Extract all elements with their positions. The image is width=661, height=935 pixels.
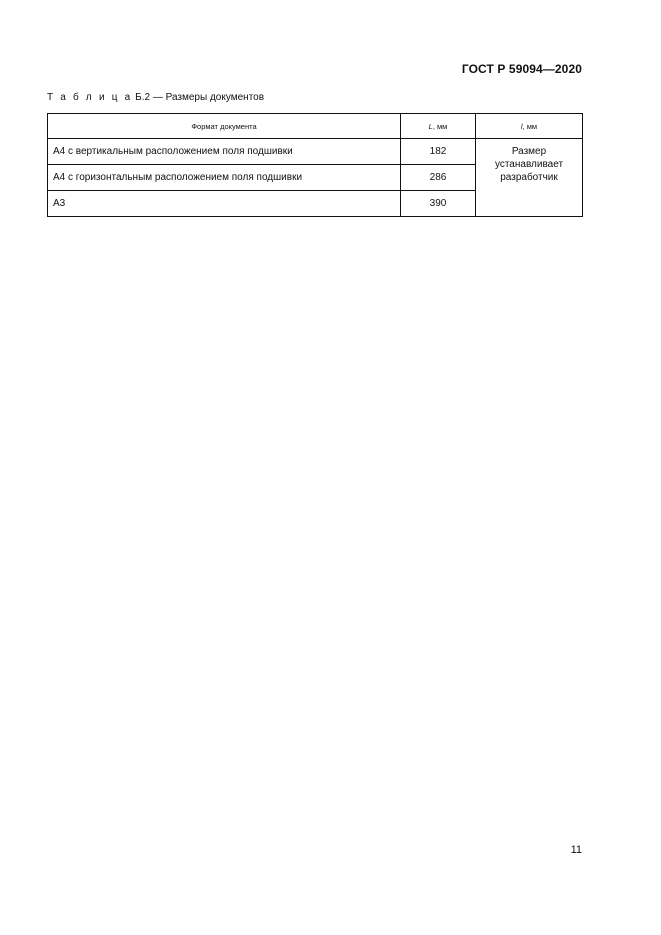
table-caption-prefix: Т а б л и ц а	[47, 92, 133, 103]
table-caption	[47, 92, 264, 103]
header-l	[476, 114, 583, 139]
page-number: 11	[570, 844, 582, 856]
header-l-unit: , мм	[522, 121, 538, 131]
cell-L: 182	[401, 139, 476, 165]
header-L-unit: , мм	[432, 121, 448, 131]
header-format: Формат документа	[48, 114, 401, 139]
cell-L: 390	[401, 191, 476, 217]
table-caption-title: Б.2 — Размеры документов	[132, 92, 265, 103]
table-header-row	[48, 114, 583, 139]
document-code: ГОСТ Р 59094—2020	[461, 62, 582, 76]
cell-L: 286	[401, 165, 476, 191]
cell-l-line2: устанавливает	[494, 159, 564, 170]
header-L-symbol: L	[428, 121, 433, 131]
cell-format: А4 с горизонтальным расположением поля подшивки	[48, 165, 401, 191]
table-row	[48, 139, 583, 165]
cell-l-line3: разработчик	[500, 172, 558, 183]
header-L	[401, 114, 476, 139]
cell-l-merged	[476, 139, 583, 217]
document-sizes-table	[47, 113, 583, 217]
cell-format: А4 с вертикальным расположением поля подшивки	[48, 139, 401, 165]
cell-format: А3	[48, 191, 401, 217]
cell-l-line1: Размер	[511, 146, 547, 157]
header-l-symbol: l	[520, 121, 523, 131]
